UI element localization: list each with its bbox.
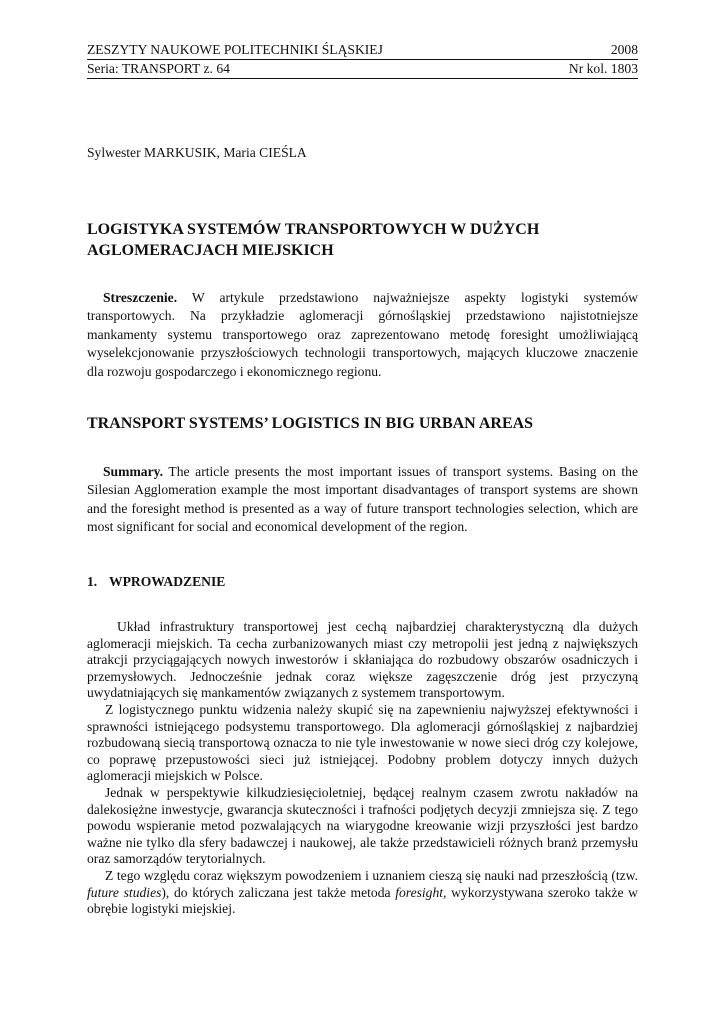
series-info: Seria: TRANSPORT z. 64 <box>87 61 230 76</box>
foresight-term: foresight, <box>395 884 447 900</box>
paragraph-4 <box>87 868 638 918</box>
abstract-pl <box>87 289 638 381</box>
running-header <box>87 42 638 58</box>
paragraph-4-part-a: Z tego względu coraz większym powodzeniem i uznaniem cieszą się nauki nad przeszłością (tzw. <box>105 867 638 883</box>
paragraph-1: Układ infrastruktury transportowej jest cechą najbardziej charakterystyczną dla dużych aglomeracji miejskich. Ta cecha zurbanizowanych miast czy metropolii jest jedną z największych atrakcji przyciągających nowych inwestorów i skłaniająca do rozbudowy obszarów osadniczych i przemysłowych. Jednocześnie jednak coraz większe zagęszczenie dróg jest przyczyną uwydatniających się mankamentów związanych z systemem transportowym. <box>87 619 638 701</box>
abstract-pl-text: W artykule przedstawiono najważniejsze aspekty logistyki systemów transportowych. Na przykładzie aglomeracji górnośląskiej przedstawiono najistotniejsze mankamenty systemu transportowego oraz zaprezentowano metodę foresight umożliwiającą wyselekcjonowanie przyszłościowych technologii transportowych, mających kluczowe znaczenie dla rozwoju gospodarczego i ekonomicznego regionu. <box>87 290 638 379</box>
header-divider <box>87 59 638 60</box>
authors: Sylwester MARKUSIK, Maria CIEŚLA <box>87 145 307 160</box>
paragraph-3: Jednak w perspektywie kilkudziesięcioletniej, będącej realnym czasem zwrotu nakładów na dalekosiężne inwestycje, gwarancja skuteczności i trafności podjętych decyzji zmniejsza się. Z tego powodu wspieranie metod pozwalających na wiarygodne kreowanie wizji przyszłości jest bardzo ważne nie tylko dla sfery badawczej i naukowej, ale także przedstawicieli różnych branż przemysłu oraz samorządów terytorialnych. <box>87 784 638 867</box>
paper-title-pl <box>87 219 638 261</box>
issue-number: Nr kol. 1803 <box>568 61 638 76</box>
series-line <box>87 61 638 77</box>
paragraph-4-part-b: ), do których zaliczana jest także metoda <box>161 884 396 900</box>
paper-title-en: TRANSPORT SYSTEMS’ LOGISTICS IN BIG URBAN AREAS <box>87 415 534 432</box>
body-text <box>87 619 638 918</box>
section-number: 1. <box>87 574 98 589</box>
journal-name: ZESZYTY NAUKOWE POLITECHNIKI ŚLĄSKIEJ <box>87 42 383 57</box>
title-pl-line-2: AGLOMERACJACH MIEJSKICH <box>87 242 334 259</box>
paragraph-4-part-c: wykorzystywana szeroko także w obrębie logistyki miejskiej. <box>87 884 638 917</box>
abstract-pl-label: Streszczenie. <box>103 290 178 305</box>
journal-year: 2008 <box>610 42 638 57</box>
title-pl-line-1: LOGISTYKA SYSTEMÓW TRANSPORTOWYCH W DUŻYCH <box>87 221 540 238</box>
paragraph-2: Z logistycznego punktu widzenia należy skupić się na zapewnieniu najwyższej efektywności i sprawności istniejącego podsystemu transportowego. Dla aglomeracji górnośląskiej z najbardziej rozbudowaną siecią transportową oznacza to nie tyle inwestowanie w nowe sieci dróg czy kolejowe, co poprawę przepustowości sieci już istniejącej. Podobny problem dotyczy innych dużych aglomeracji miejskich w Polsce. <box>87 701 638 784</box>
abstract-en-text: The article presents the most important issues of transport systems. Basing on the Silesian Agglomeration example the most important disadvantages of transport systems are shown and the foresight method is presented as a way of future transport technologies selection, which are most significant for social and economical development of the region. <box>87 464 638 535</box>
abstract-en <box>87 463 638 537</box>
section-heading <box>87 574 225 590</box>
section-title: WPROWADZENIE <box>109 574 226 589</box>
series-divider <box>87 78 638 79</box>
future-studies-term: future studies <box>87 884 162 900</box>
abstract-en-label: Summary. <box>103 464 164 479</box>
